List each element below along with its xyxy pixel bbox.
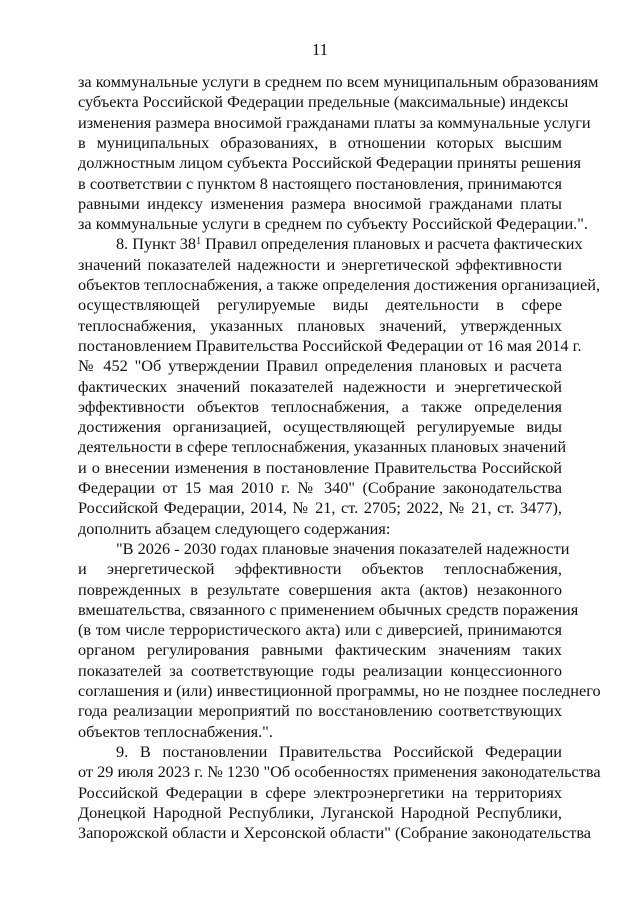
text-line — [78, 214, 588, 234]
text-line-content: равными индексу изменения размера вносимой гражданами платы — [78, 193, 562, 213]
text-line — [78, 174, 562, 194]
text-line-content: в муниципальных образованиях, в отношении которых высшим — [78, 132, 562, 152]
text-line-content: за коммунальные услуги в среднем по всем муниципальным образованиям — [78, 72, 599, 91]
text-line-content: органом регулирования равными фактическим значениям таких — [78, 640, 562, 660]
text-line-content: соглашения и (или) инвестиционной программы, но не позднее последнего — [78, 681, 601, 700]
text-line — [78, 722, 562, 742]
text-line — [78, 519, 562, 539]
text-line — [78, 417, 562, 437]
text-line-content: вмешательства, связанного с применением обычных средств поражения — [78, 599, 579, 619]
text-line-content: 8. Пункт 38 — [116, 234, 197, 254]
text-line — [78, 112, 591, 133]
text-line — [78, 478, 562, 498]
text-line-content: № 452 "Об утверждении Правил определения плановых и расчета — [78, 356, 562, 376]
text-line-content: Запорожской области и Херсонской области" (Собрание законодательства — [78, 823, 592, 843]
text-line — [116, 538, 570, 559]
text-line-content: Российской Федерации, 2014, № 21, ст. 2705; 2022, № 21, ст. 3477), — [78, 498, 562, 518]
text-line-content: постановлением Правительства Российской Федерации от 16 мая 2014 г. — [78, 335, 582, 355]
text-line-content: дополнить абзацем следующего содержания: — [78, 518, 391, 538]
text-line-content: теплоснабжения, указанных плановых значений, утвержденных — [78, 315, 562, 335]
text-line — [78, 783, 562, 803]
page-number: 11 — [311, 40, 329, 59]
text-line-content: Донецкой Народной Республики, Луганской Народной Республики, — [78, 802, 562, 822]
superscript: 1 — [196, 236, 202, 248]
text-line — [78, 92, 569, 112]
text-line-content: и о внесении изменения в постановление Правительства Российской — [78, 457, 562, 477]
text-line-content: "В 2026 - 2030 годах плановые значения показателей надежности — [116, 538, 570, 558]
text-line — [78, 681, 601, 701]
text-line — [116, 742, 562, 762]
text-line — [78, 316, 562, 336]
text-line — [78, 458, 562, 478]
text-line — [78, 356, 562, 376]
text-line — [78, 823, 592, 843]
text-line — [78, 580, 562, 600]
text-line — [78, 72, 599, 92]
text-line-content: деятельности в сфере теплоснабжения, указанных плановых значений — [78, 437, 567, 457]
text-line — [78, 498, 562, 518]
text-line — [78, 640, 562, 660]
text-line-content: Федерации от 15 мая 2010 г. № 340" (Собрание законодательства — [78, 478, 562, 497]
text-line-content: эффективности объектов теплоснабжения, а также определения — [78, 396, 562, 416]
text-line — [78, 397, 562, 417]
text-line — [78, 275, 601, 295]
text-line — [78, 437, 567, 457]
text-line — [78, 335, 582, 356]
text-line — [78, 762, 601, 782]
text-line-content: фактических значений показателей надежности и энергетической — [78, 376, 562, 396]
text-line-content: в соответствии с пунктом 8 настоящего постановления, принимаются — [78, 173, 562, 193]
text-line — [78, 803, 562, 823]
text-line-content: субъекта Российской Федерации предельные (максимальные) индексы — [78, 92, 569, 112]
text-line-content: объектов теплоснабжения.". — [78, 721, 273, 741]
text-line-content: Российской Федерации в сфере электроэнергетики на территориях — [78, 782, 562, 802]
text-line — [78, 194, 562, 214]
text-line — [78, 255, 562, 275]
text-line-content: за коммунальные услуги в среднем по субъекту Российской Федерации.". — [78, 214, 588, 234]
text-line — [78, 295, 562, 315]
text-line — [78, 559, 562, 579]
text-line-content: поврежденных в результате совершения акта (актов) незаконного — [78, 579, 562, 599]
text-line — [78, 620, 562, 640]
text-line-content: от 29 июля 2023 г. № 1230 "Об особенностях применения законодательства — [78, 762, 601, 782]
text-line — [78, 599, 579, 620]
text-line-content: показателей за соответствующие годы реализации концессионного — [78, 660, 562, 680]
text-line — [116, 234, 583, 254]
text-line-content: достижения организацией, осуществляющей регулируемые виды — [78, 417, 562, 437]
text-line — [78, 153, 581, 173]
text-line-content: значений показателей надежности и энергетической эффективности — [78, 254, 562, 274]
text-line-content: года реализации мероприятий по восстановлению соответствующих — [78, 701, 562, 721]
text-line-content: должностным лицом субъекта Российской Федерации приняты решения — [78, 153, 581, 173]
text-line-content: осуществляющей регулируемые виды деятельности в сфере — [78, 295, 562, 315]
text-line-content: (в том числе террористического акта) или с диверсией, принимаются — [78, 620, 562, 640]
text-line-content-after: Правил определения плановых и расчета фактических — [201, 234, 583, 254]
text-line — [78, 701, 562, 721]
text-line-content: объектов теплоснабжения, а также определения достижения организацией, — [78, 275, 601, 294]
text-line-content: и энергетической эффективности объектов теплоснабжения, — [78, 559, 562, 579]
text-line — [78, 377, 562, 397]
text-line-content: 9. В постановлении Правительства Российской Федерации — [116, 741, 562, 761]
text-line — [78, 661, 562, 681]
text-line — [78, 133, 562, 153]
text-line-content: изменения размера вносимой гражданами платы за коммунальные услуги — [78, 112, 591, 132]
